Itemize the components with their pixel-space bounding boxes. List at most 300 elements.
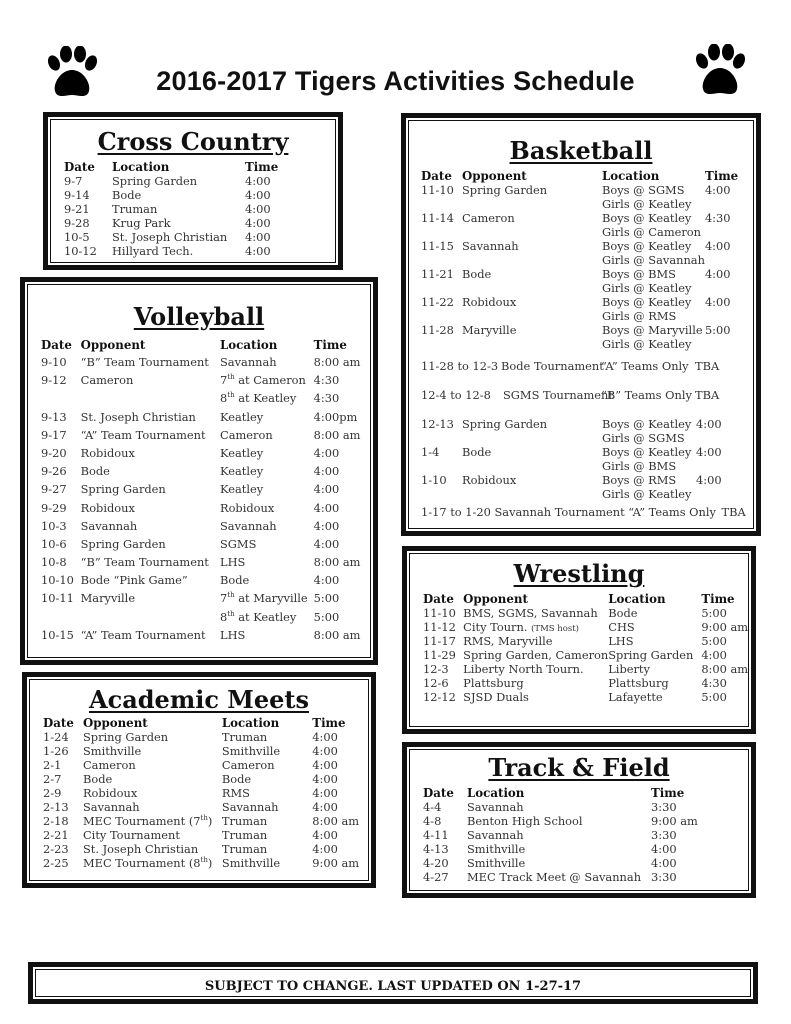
date-cell: 4-11 [423,828,449,842]
column-header: Opponent [463,592,528,606]
column-header: Location [220,338,278,352]
table-row [43,744,371,758]
location-cell: Savannah [467,828,524,842]
date-cell [421,197,462,211]
basketball-heading: Basketball [509,136,653,165]
location-cell: Smithville [467,856,526,870]
location-cell: Bode [220,573,250,588]
opponent-cell: Maryville [462,323,517,337]
date-cell: 9-26 [41,464,67,479]
opponent-cell: Robidoux [80,445,135,460]
track-field-table [423,786,711,884]
opponent-cell: “B” Team Tournament [80,355,209,369]
date-cell: 9-29 [41,500,67,515]
time-cell: 4:00 [704,295,731,309]
date-cell [41,391,81,409]
date-cell: 10-15 [41,627,74,642]
time-cell: 5:00 [313,609,340,624]
time-cell: 4:00 [704,183,731,197]
table-row [41,610,373,628]
time-cell: 4:00 [313,573,340,588]
time-cell: 4:00 [312,786,338,800]
opponent: Savannah Tournament [494,505,625,519]
time-cell [705,253,750,267]
opponent-cell: Spring Garden [80,536,166,551]
time-cell: 4:00 [313,464,340,479]
time-cell: 8:00 am [313,355,361,369]
date-cell: 12-3 [423,662,449,676]
volleyball-table [41,335,373,646]
date-cell [421,309,462,323]
wrestling-table [423,592,751,704]
date-cell: 12-12 [423,690,456,704]
time-cell [705,309,750,323]
tournament-rows [421,359,756,417]
date-cell: 4-13 [423,842,449,856]
date-cell [421,253,462,267]
wrestling-section [402,546,756,734]
column-header: Time [651,786,685,800]
location-cell: 7th at Maryville [220,591,308,606]
location-cell: Boys @ Keatley [602,295,692,309]
location-cell: Robidoux [220,500,275,515]
location: “B” Teams Only [601,388,692,402]
date-cell: 9-13 [41,409,67,424]
table-row [421,337,750,351]
date-cell: 12-13 [421,417,454,431]
location-cell: Truman [221,814,268,828]
time-cell: 8:00 am [313,627,361,642]
table-row [421,459,741,473]
date-cell: 9-17 [41,427,67,442]
location-cell: Girls @ Keatley [602,281,692,295]
opponent-cell: City Tourn. (TMS host) [463,620,579,634]
opponent-cell: Robidoux [462,473,517,487]
location-cell: Truman [112,202,158,216]
table-row [423,870,711,884]
table-row [421,431,741,445]
location-cell: Girls @ Keatley [602,337,692,351]
location-cell: Keatley [220,445,264,460]
location-cell: Boys @ Keatley [602,445,692,459]
opponent-cell: Cameron [462,211,515,225]
opponent-cell: Robidoux [82,786,138,800]
date-cell [41,610,81,628]
time-cell: 3:30 [651,870,677,884]
time-cell: 4:00 [312,772,338,786]
location-cell: Savannah [221,800,279,814]
location-cell: Smithville [221,744,281,758]
location-cell: LHS [608,634,634,648]
opponent-cell: Spring Garden [82,730,169,744]
date-cell: 1-10 [421,473,447,487]
opponent-cell [462,281,602,295]
time-cell [705,337,750,351]
column-header: Opponent [462,169,527,183]
cross-country-section [43,112,343,270]
location-cell: Savannah [220,355,277,369]
location-cell: MEC Track Meet @ Savannah [467,870,642,884]
date-cell: 4-8 [423,814,442,828]
page-title: 2016-2017 Tigers Activities Schedule [156,66,635,96]
location-cell: 8th at Keatley [220,391,297,406]
time-cell [705,225,750,239]
time-cell: 9:00 am [651,814,698,828]
date-cell: 4-20 [423,856,449,870]
time-cell [696,487,741,501]
time-cell: 4:30 [313,391,340,406]
time-cell: 8:00 am [312,814,360,828]
location-cell: Truman [221,730,268,744]
time-cell: 4:00 [245,230,271,244]
location-cell: Girls @ Keatley [602,487,692,501]
table-row [423,634,751,648]
date-cell: 10-3 [41,518,67,533]
opponent-cell [462,459,602,473]
table-row [421,487,741,501]
location-cell: Benton High School [467,814,583,828]
time-cell: 5:00 [704,323,731,337]
date-cell: 2-13 [43,800,69,814]
time-cell: 3:30 [651,800,677,814]
location-cell: SGMS [220,536,257,551]
location-cell: Girls @ SGMS [602,431,685,445]
opponent-cell [462,309,602,323]
opponent-cell: Spring Garden, Cameron [463,648,609,662]
location-cell: Savannah [467,800,524,814]
table-row [421,267,750,281]
date-cell: 2-18 [43,814,69,828]
table-row [41,482,373,500]
time-cell [696,459,741,473]
date-cell: 11-14 [421,211,454,225]
date-cell: 11-17 [423,634,456,648]
table-row [423,828,711,842]
table-row [423,648,751,662]
table-row [421,295,750,309]
location-cell: Plattsburg [608,676,669,690]
opponent: Bode Tournament [501,359,604,373]
academic-meets-section [22,672,376,888]
column-header: Location [467,786,525,800]
time-cell [696,431,741,445]
column-header: Time [313,338,347,352]
column-header: Date [423,592,454,606]
table-row [41,519,373,537]
table-row [41,464,373,482]
location-cell: Krug Park [112,216,171,230]
date-cell: 2-9 [43,786,62,800]
time-cell: 4:00 [312,744,338,758]
basketball-table [421,169,750,351]
date-cell: 1-4 [421,445,440,459]
time-cell: 4:00 [651,856,677,870]
table-row [41,591,373,609]
location-cell: Boys @ Keatley [602,417,692,431]
cross-country-table [64,160,305,258]
track-field-section [402,742,756,898]
opponent-cell: Smithville [82,744,142,758]
table-row [41,628,373,646]
time: TBA [695,388,720,402]
column-header: Date [64,160,95,174]
table-row [41,555,373,573]
table-row [41,355,373,373]
time-cell: 8:00 am [701,662,749,676]
time-cell [705,197,750,211]
location-cell: Keatley [220,482,264,497]
column-header: Date [41,338,72,352]
date: 11-28 to 12-3 [421,359,499,373]
date-cell [421,281,462,295]
date-cell [421,225,462,239]
opponent-cell [81,610,220,628]
time-cell: 9:00 am [701,620,749,634]
column-header: Date [43,716,74,730]
volleyball-heading: Volleyball [133,302,265,331]
location-cell: Boys @ BMS [602,267,676,281]
table-row [64,202,305,216]
time-cell [705,281,750,295]
time-cell: 4:00pm [313,409,358,424]
date-cell: 2-25 [43,856,69,870]
opponent-cell [81,391,220,409]
date-cell: 10-8 [41,555,67,570]
time-cell: 4:00 [312,842,338,856]
opponent-cell: Robidoux [462,295,517,309]
table-row [423,676,751,690]
basketball-section [401,113,761,536]
opponent-cell: Cameron [80,373,134,388]
time-cell: 4:30 [701,676,727,690]
time-cell: 4:00 [312,828,338,842]
track-field-heading: Track & Field [488,753,670,782]
tournament-row [421,505,756,519]
date-cell: 4-4 [423,800,442,814]
location-cell: Bode [608,606,638,620]
table-row [43,800,371,814]
table-row [43,772,371,786]
opponent-cell: Bode [80,464,110,479]
opponent-cell: “A” Team Tournament [80,627,206,642]
time-cell: 4:00 [313,536,340,551]
date-cell: 11-12 [423,620,456,634]
time-cell: 5:00 [701,690,727,704]
time: TBA [695,359,720,373]
opponent-cell [462,253,602,267]
time-cell: 4:00 [651,842,677,856]
location-cell: Cameron [221,758,275,772]
opponent-cell: Savannah [82,800,140,814]
footer-notice [28,962,758,1004]
date-cell: 1-24 [43,730,69,744]
column-header: Location [608,592,666,606]
location-cell: Hillyard Tech. [112,244,194,258]
date-cell: 9-12 [41,373,67,388]
date-cell: 9-14 [64,188,90,202]
time-cell: 4:00 [701,648,727,662]
location-cell: Boys @ RMS [602,473,677,487]
opponent-cell: St. Joseph Christian [82,842,199,856]
table-row [43,730,371,744]
opponent-cell: Spring Garden [462,417,548,431]
column-header: Location [112,160,170,174]
date-cell [421,459,462,473]
location: “A” Teams Only [601,359,689,373]
date-cell: 11-28 [421,323,454,337]
location-cell: Boys @ Keatley [602,239,692,253]
table-row [423,620,751,634]
location-cell: Liberty [608,662,650,676]
table-row [64,244,305,258]
date-cell: 2-21 [43,828,69,842]
location-cell: Keatley [220,464,264,479]
date-cell: 9-21 [64,202,90,216]
date-cell: 10-5 [64,230,90,244]
opponent-cell: Spring Garden [462,183,548,197]
opponent-cell: Savannah [462,239,519,253]
column-header: Time [312,716,346,730]
location-cell: Boys @ SGMS [602,183,685,197]
date-cell [421,431,462,445]
table-row [421,417,741,431]
date-cell: 11-10 [423,606,456,620]
time-cell: 4:00 [245,174,271,188]
table-row [423,690,751,704]
time-cell: 4:00 [696,473,722,487]
table-row [423,856,711,870]
opponent-cell: Cameron [82,758,136,772]
location-cell: Bode [221,772,252,786]
time-cell: 4:00 [696,445,722,459]
opponent-cell: Savannah [80,518,138,533]
opponent-cell: Bode [462,445,492,459]
time-cell: 4:00 [245,244,271,258]
table-row [41,446,373,464]
volleyball-section [20,277,378,665]
table-row [423,662,751,676]
date-cell: 9-10 [41,355,67,369]
time-cell: 4:00 [245,202,271,216]
opponent-cell [462,487,602,501]
column-header: Location [221,716,280,730]
table-row [43,786,371,800]
opponent-cell: “B” Team Tournament [80,555,209,570]
table-row [41,373,373,391]
table-row [41,428,373,446]
opponent-cell [462,337,602,351]
table-row [423,842,711,856]
date-cell: 10-10 [41,573,74,588]
location-cell: Keatley [220,409,264,424]
opponent-cell: BMS, SGMS, Savannah [463,606,598,620]
time-cell: 8:00 am [313,555,361,570]
table-row [64,230,305,244]
time-cell: 4:00 [313,445,340,460]
opponent-cell: Spring Garden [80,482,166,497]
time-cell: 4:00 [313,518,340,533]
academic-meets-heading: Academic Meets [88,685,310,714]
location-cell: Smithville [467,842,526,856]
date-cell: 11-22 [421,295,454,309]
date: 12-4 to 12-8 [421,388,491,402]
table-row [41,537,373,555]
time-cell: 9:00 am [312,856,360,870]
table-row [64,216,305,230]
location-cell: Bode [112,188,142,202]
location-cell: 8th at Keatley [220,609,297,624]
time-cell: 4:30 [313,373,340,388]
table-row [421,225,750,239]
time-cell: 4:00 [312,758,338,772]
location-cell: Truman [221,828,268,842]
time-cell: 8:00 am [313,427,361,442]
location-cell: Girls @ Cameron [602,225,701,239]
date-cell: 11-15 [421,239,454,253]
opponent-cell: Bode “Pink Game” [80,573,188,588]
date-cell: 11-29 [423,648,456,662]
table-row [41,391,373,409]
opponent-cell [462,197,602,211]
location-cell: Spring Garden [112,174,198,188]
table-row [421,323,750,337]
time-cell: 4:00 [313,482,340,497]
date-cell: 9-20 [41,445,67,460]
time-cell: 4:00 [696,417,722,431]
location-cell: LHS [220,555,246,570]
time-cell: 5:00 [313,591,340,606]
column-header: Opponent [82,716,148,730]
opponent-cell: Maryville [80,591,136,606]
time: TBA [721,505,746,519]
cross-country-heading: Cross Country [97,127,289,156]
date-cell: 11-21 [421,267,454,281]
location-cell: Cameron [220,427,273,442]
time-cell: 5:00 [701,606,727,620]
date-cell: 9-27 [41,482,67,497]
table-row [64,174,305,188]
table-row [41,573,373,591]
location-cell: St. Joseph Christian [112,230,228,244]
column-header: Opponent [80,338,146,352]
opponent-cell: Bode [82,772,113,786]
location-cell: CHS [608,620,635,634]
table-row [43,814,371,828]
table-row [43,758,371,772]
location-cell: LHS [220,627,246,642]
table-row [421,445,741,459]
location: “A” Teams Only [628,505,716,519]
date-cell: 2-23 [43,842,69,856]
date: 1-17 to 1-20 [421,505,491,519]
tournament-row [421,388,756,417]
academic-meets-table [43,716,371,870]
tournament-row [421,359,756,388]
date-cell: 10-6 [41,536,67,551]
table-row [421,253,750,267]
location-cell: Lafayette [608,690,663,704]
location-cell: Girls @ Savannah [602,253,705,267]
date-cell [421,337,462,351]
date-cell: 9-7 [64,174,83,188]
time-cell: 3:30 [651,828,677,842]
table-row [41,410,373,428]
location-cell: Savannah [220,518,277,533]
date-cell: 11-10 [421,183,454,197]
table-row [43,842,371,856]
column-header: Time [245,160,279,174]
table-row [43,856,371,870]
